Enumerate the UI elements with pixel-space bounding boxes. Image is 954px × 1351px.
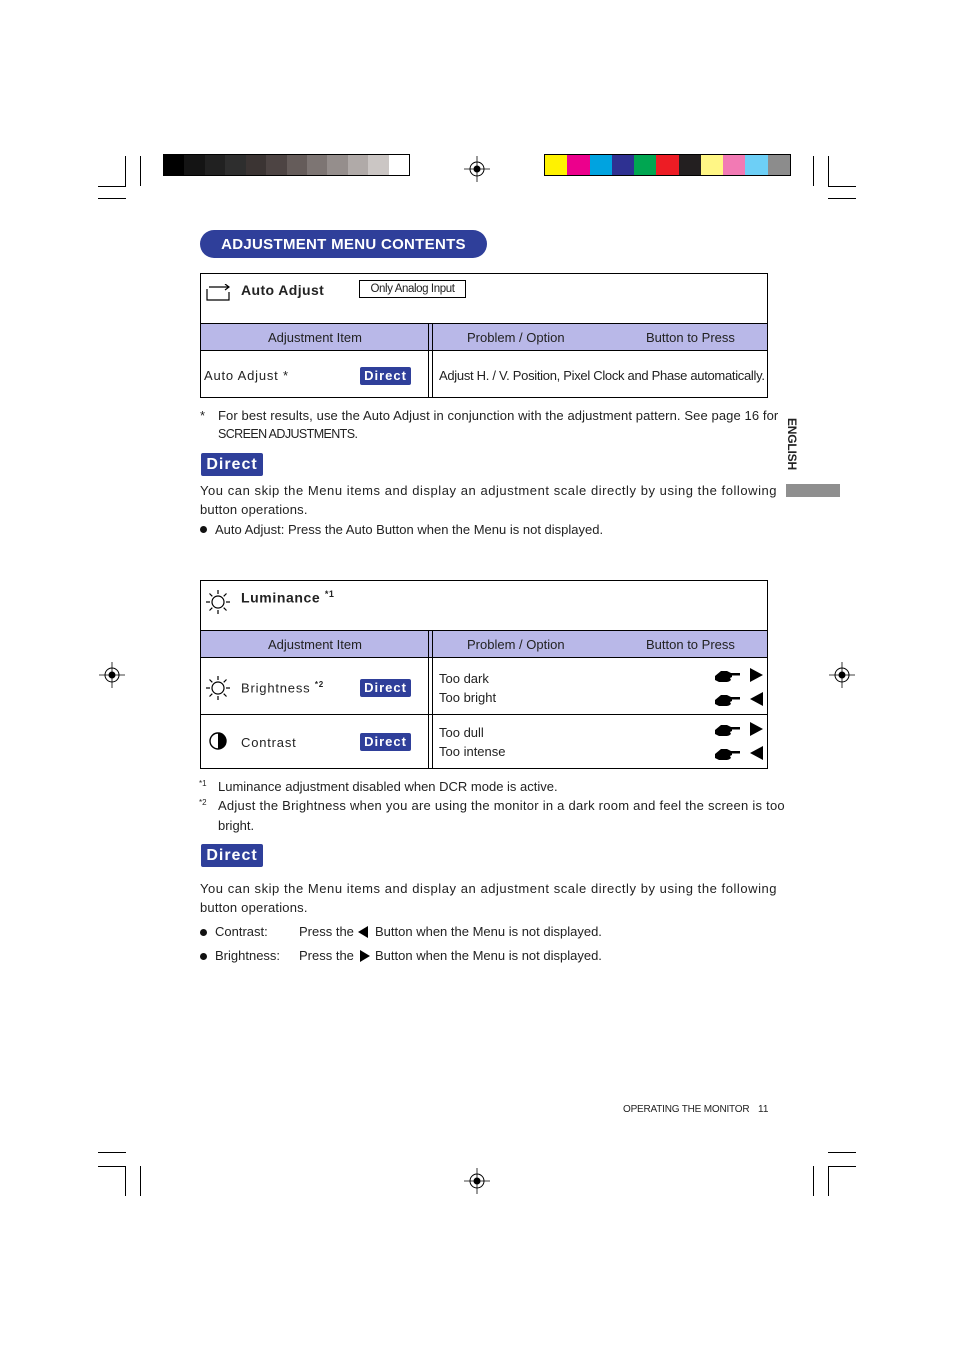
contrast-icon (209, 732, 227, 750)
direct-description: button operations. (200, 900, 308, 915)
option-too-dark: Too dark (439, 671, 489, 686)
row-divider (201, 714, 767, 715)
color-swatch (389, 155, 409, 175)
registration-mark-icon (99, 662, 125, 688)
footnote-text: Luminance adjustment disabled when DCR mode is active. (218, 779, 558, 794)
column-divider (428, 630, 433, 768)
color-swatch (368, 155, 388, 175)
crop-mark (828, 156, 829, 186)
crop-mark (813, 156, 814, 186)
direct-badge: Direct (360, 733, 411, 751)
contrast-item: Contrast (241, 735, 297, 750)
color-swatch (768, 155, 790, 175)
registration-mark-icon (464, 156, 490, 182)
color-swatch (164, 155, 184, 175)
auto-adjust-table (200, 273, 768, 398)
left-arrow-icon (750, 746, 763, 760)
crop-mark (98, 198, 126, 199)
color-bar (544, 154, 791, 176)
color-swatch (634, 155, 656, 175)
registration-mark-icon (829, 662, 855, 688)
auto-adjust-icon (205, 284, 231, 302)
color-swatch (307, 155, 327, 175)
color-swatch (225, 155, 245, 175)
bullet-item-contrast: Contrast: Press the Button when the Menu is not displayed. (200, 924, 760, 942)
crop-mark (828, 1166, 829, 1196)
header-button-to-press: Button to Press (646, 330, 735, 345)
footnote-text: bright. (218, 818, 255, 833)
direct-description: You can skip the Menu items and display an adjustment scale directly by using the following (200, 483, 778, 498)
pointing-hand-icon (713, 722, 741, 738)
direct-heading: Direct (201, 844, 263, 867)
footnote-mark: * (200, 408, 206, 423)
footnote-mark: *2 (199, 798, 207, 807)
header-adjustment-item: Adjustment Item (268, 330, 362, 345)
direct-badge: Direct (360, 367, 411, 385)
direct-description: button operations. (200, 502, 308, 517)
luminance-title: Luminance $^{*1}$ (241, 589, 335, 606)
pointing-hand-icon (713, 746, 741, 762)
registration-mark-icon (464, 1168, 490, 1194)
header-problem-option: Problem / Option (467, 330, 565, 345)
left-arrow-icon (358, 926, 368, 938)
crop-mark (140, 1166, 141, 1196)
crop-mark (98, 1166, 126, 1167)
table-header (201, 630, 767, 658)
header-button-to-press: Button to Press (646, 637, 735, 652)
color-swatch (656, 155, 678, 175)
crop-mark (828, 1152, 856, 1153)
footnote-text: SCREEN ADJUSTMENTS. (218, 427, 358, 441)
crop-mark (98, 1152, 126, 1153)
sun-icon (206, 676, 230, 700)
pointing-hand-icon (713, 692, 741, 708)
left-arrow-icon (750, 692, 763, 706)
direct-heading: Direct (201, 453, 263, 476)
color-swatch (612, 155, 634, 175)
color-swatch (590, 155, 612, 175)
pointing-hand-icon (713, 668, 741, 684)
option-too-dull: Too dull (439, 725, 484, 740)
color-swatch (348, 155, 368, 175)
direct-description: You can skip the Menu items and display an adjustment scale directly by using the following (200, 881, 778, 896)
auto-adjust-description: Adjust H. / V. Position, Pixel Clock and Phase automatically. (439, 368, 765, 383)
luminance-table (200, 580, 768, 769)
grayscale-bar (163, 154, 410, 176)
color-swatch (287, 155, 307, 175)
color-swatch (266, 155, 286, 175)
color-swatch (567, 155, 589, 175)
color-swatch (246, 155, 266, 175)
color-swatch (184, 155, 204, 175)
table-header (201, 323, 767, 351)
footnote-text: Adjust the Brightness when you are using the monitor in a dark room and feel the screen is too (218, 798, 785, 813)
crop-mark (125, 156, 126, 186)
color-swatch (745, 155, 767, 175)
color-swatch (545, 155, 567, 175)
header-problem-option: Problem / Option (467, 637, 565, 652)
bullet-item-brightness: Brightness: Press the Button when the Menu is not displayed. (200, 948, 760, 966)
crop-mark (828, 186, 856, 187)
right-arrow-icon (750, 668, 763, 682)
color-swatch (679, 155, 701, 175)
crop-mark (125, 1166, 126, 1196)
footer-chapter: OPERATING THE MONITOR (623, 1104, 750, 1115)
auto-adjust-title: Auto Adjust (241, 282, 325, 298)
color-swatch (327, 155, 347, 175)
section-title: ADJUSTMENT MENU CONTENTS (200, 230, 487, 258)
direct-badge: Direct (360, 679, 411, 697)
right-arrow-icon (360, 950, 370, 962)
column-divider (428, 323, 433, 397)
analog-only-badge: Only Analog Input (359, 280, 466, 298)
crop-mark (98, 186, 126, 187)
color-swatch (205, 155, 225, 175)
crop-mark (813, 1166, 814, 1196)
crop-mark (828, 198, 856, 199)
color-swatch (723, 155, 745, 175)
sun-icon (206, 590, 230, 614)
footnote-text: For best results, use the Auto Adjust in conjunction with the adjustment pattern. See page 16 for (218, 408, 779, 423)
auto-adjust-item: Auto Adjust * (204, 368, 289, 383)
option-too-intense: Too intense (439, 744, 506, 759)
crop-mark (140, 156, 141, 186)
brightness-item: Brightness $^{*2}$ (241, 680, 325, 696)
header-adjustment-item: Adjustment Item (268, 637, 362, 652)
language-tab: ENGLISH (785, 418, 799, 470)
bullet-item: Auto Adjust: Press the Auto Button when the Menu is not displayed. (200, 522, 603, 537)
page-number: 11 (758, 1104, 769, 1115)
option-too-bright: Too bright (439, 690, 497, 705)
crop-mark (828, 1166, 856, 1167)
footnote-mark: *1 (199, 779, 207, 788)
right-arrow-icon (750, 722, 763, 736)
language-tab-bar (786, 484, 840, 497)
color-swatch (701, 155, 723, 175)
